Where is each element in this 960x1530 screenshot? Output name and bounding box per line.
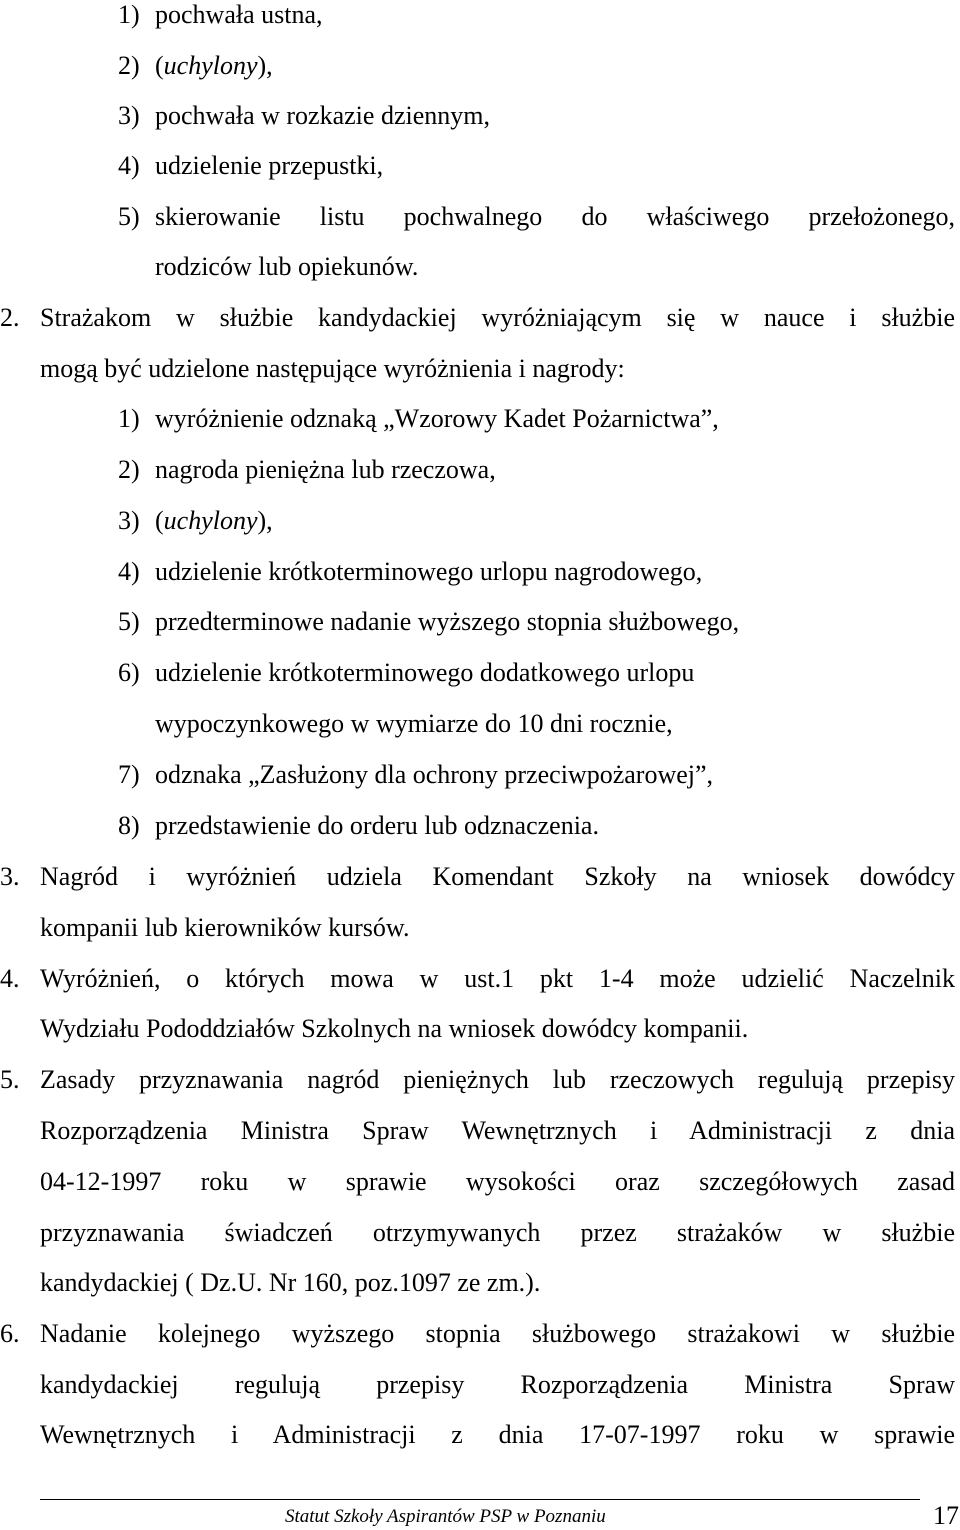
para-text: Zasady przyznawania nagród pieniężnych lub rzeczowych regulują przepisy [40,1065,955,1094]
para-5-line-5: kandydackiej ( Dz.U. Nr 160, poz.1097 ze zm.). [40,1268,541,1297]
para-text: Nagród i wyróżnień udziela Komendant Szkoły na wniosek dowódcy [40,862,955,891]
italic-text: uchylony [163,51,258,80]
para-text: Wyróżnień, o których mowa w ust.1 pkt 1-4 może udzielić Naczelnik [40,964,955,993]
item-number: 3) [118,506,140,535]
para-3-line-2: kompanii lub kierowników kursów. [40,913,410,942]
para-5-line-3: 04-12-1997 roku w sprawie wysokości oraz szczegółowych zasad [40,1167,955,1196]
para-number: 2. [0,303,20,332]
item-text: (uchylony), [155,51,273,80]
item-number: 5) [118,202,140,231]
item-text: udzielenie krótkoterminowego dodatkowego urlopu [155,658,695,687]
para-number: 3. [0,862,20,891]
item-number: 3) [118,101,140,130]
para-4-line-2: Wydziału Pododdziałów Szkolnych na wniosek dowódcy kompanii. [40,1014,749,1043]
item-number: 2) [118,51,140,80]
item-number: 4) [118,557,140,586]
item-text: pochwała w rozkazie dziennym, [155,101,490,130]
item-text: nagroda pieniężna lub rzeczowa, [155,455,496,484]
item-text: skierowanie listu pochwalnego do właściwego przełożonego, [155,202,955,231]
footer-title: Statut Szkoły Aspirantów PSP w Poznaniu [285,1506,606,1527]
list2-item-6-cont: wypoczynkowego w wymiarze do 10 dni rocznie, [155,709,673,738]
item-text: (uchylony), [155,506,273,535]
para-5-line-4: przyznawania świadczeń otrzymywanych przez strażaków w służbie [40,1218,955,1247]
para-5-line-2: Rozporządzenia Ministra Spraw Wewnętrznych i Administracji z dnia [40,1116,955,1145]
item-text: odznaka „Zasłużony dla ochrony przeciwpożarowej”, [155,760,714,789]
footer-divider [40,1499,920,1500]
item-text: przedterminowe nadanie wyższego stopnia służbowego, [155,607,740,636]
item-number: 8) [118,811,140,840]
italic-text: uchylony [163,506,258,535]
para-2-line-2: mogą być udzielone następujące wyróżnienia i nagrody: [40,354,625,383]
para-6-line-3: Wewnętrznych i Administracji z dnia 17-07-1997 roku w sprawie [40,1420,955,1449]
item-number: 4) [118,151,140,180]
para-number: 4. [0,964,20,993]
para-number: 5. [0,1065,20,1094]
item-number: 6) [118,658,140,687]
item-number: 1) [118,404,140,433]
item-number: 2) [118,455,140,484]
item-text: przedstawienie do orderu lub odznaczenia. [155,811,599,840]
item-text: wyróżnienie odznaką „Wzorowy Kadet Pożarnictwa”, [155,404,719,433]
item-number: 7) [118,760,140,789]
item-text: udzielenie krótkoterminowego urlopu nagrodowego, [155,557,703,586]
item-text: udzielenie przepustki, [155,151,384,180]
item-number: 5) [118,607,140,636]
para-text: Strażakom w służbie kandydackiej wyróżniającym się w nauce i służbie [40,303,955,332]
item-number: 1) [118,0,140,29]
page-number: 17 [933,1501,959,1530]
para-6-line-2: kandydackiej regulują przepisy Rozporządzenia Ministra Spraw [40,1370,955,1399]
list1-item-5-cont: rodziców lub opiekunów. [155,252,419,281]
para-number: 6. [0,1319,20,1348]
para-text: Nadanie kolejnego wyższego stopnia służbowego strażakowi w służbie [40,1319,955,1348]
item-text: pochwała ustna, [155,0,323,29]
